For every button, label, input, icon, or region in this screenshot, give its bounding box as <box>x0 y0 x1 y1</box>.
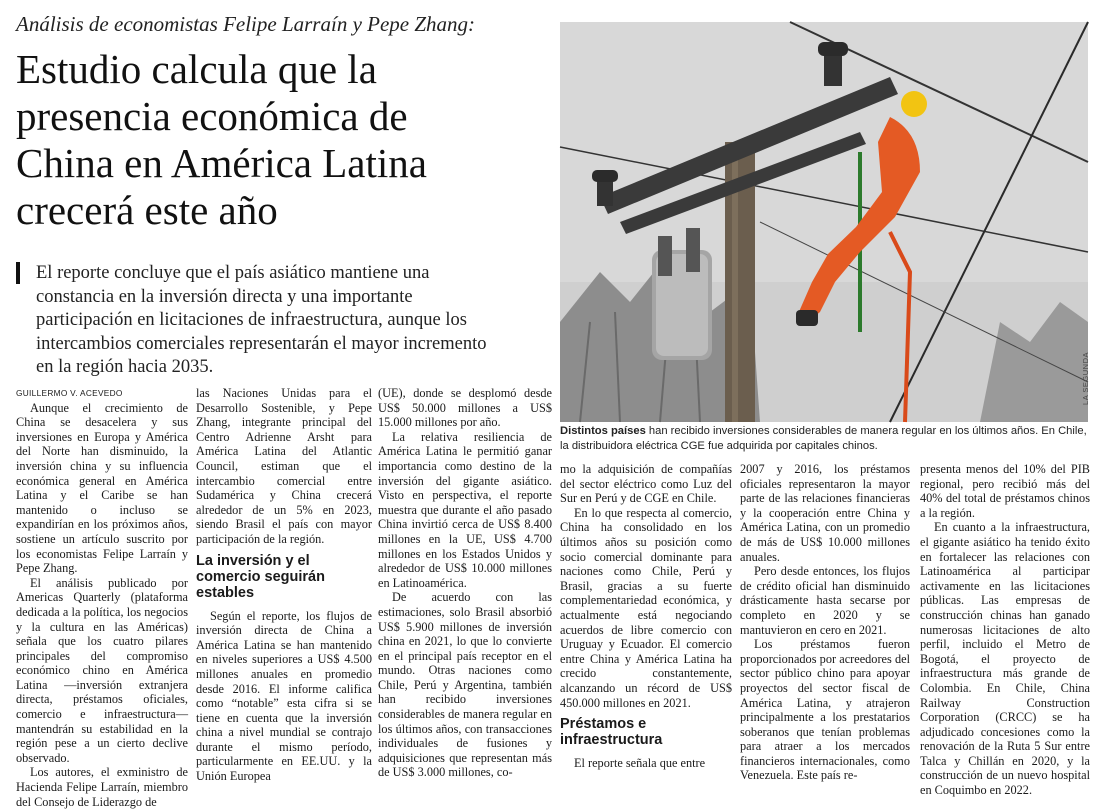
paragraph: En cuanto a la infraestructura, el gigante asiático ha tenido éxito en fortalecer las relaciones con Latinoamérica al participar activamente en las licitaciones públicas. Las empresas de construcción chinas han ganado numerosas licitaciones de alto perfil, incluido el Metro de Bogotá, el proyecto de infraestructura más grande de Colombia. En Chile, China Railway Construction Corporation (CRCC) se ha adjudicado concesiones como la renovación de la Ruta 5 Sur entre Talca y Chillán en 2020, y la construcción de un nuevo hospital en Coquimbo en 2022. <box>920 520 1090 798</box>
headline-line: China en América Latina <box>16 140 427 186</box>
deck-accent-bar <box>16 262 20 284</box>
headline-line: presencia económica de <box>16 93 408 139</box>
paragraph: Los autores, el exministro de Hacienda Felipe Larraín, miembro del Consejo de Liderazgo de <box>16 765 188 809</box>
deck-line: El reporte concluye que el país asiático mantiene una <box>36 263 430 283</box>
paragraph: (UE), donde se desplomó desde US$ 50.000 millones a US$ 15.000 millones por año. <box>378 386 552 430</box>
body-column-4 <box>560 462 732 771</box>
subheading: Préstamos e infraestructura <box>560 716 663 749</box>
photo-caption <box>560 424 1090 453</box>
paragraph: El análisis publicado por Americas Quarterly (plataforma dedicada a la política, los negocios y la cultura en las Américas) señala que los cuatro pilares principales del compromiso económico chino en América Latina —inversión extranjera directa, préstamos oficiales, comercio e infraestructura— mantendrán su estabilidad en la región pese a un cierto declive observado. <box>16 575 188 765</box>
body-column-3 <box>378 386 552 780</box>
paragraph: La relativa resiliencia de América Latina le permitió ganar importancia como destino de la inversión del gigante asiático. Visto en perspectiva, el reporte muestra que durante el año pasado China invirtió cerca de US$ 8.400 millones en la UE, US$ 4.700 millones en los Estados Unidos y alrededor de US$ 10.000 millones en Latinoamérica. <box>378 429 552 590</box>
paragraph: Los préstamos fueron proporcionados por acreedores del sector público chino para apoyar proyectos del sector fiscal de América Latina, y atrajeron principalmente a los prestatarios soberanos que tenían problemas para atraer a los mercados financieros internacionales, como Venezuela. Este país re- <box>740 637 910 783</box>
caption-bold-lead: Distintos países <box>560 425 646 437</box>
article-deck <box>36 262 546 380</box>
body-column-1 <box>16 386 188 809</box>
paragraph: presenta menos del 10% del PIB regional, pero recibió más del 40% del total de préstamos chinos a la región. <box>920 462 1090 520</box>
deck-line: intercambios comerciales representarán el mayor incremento <box>36 333 487 354</box>
deck-line: constancia en la inversión directa y una importante <box>36 286 413 307</box>
article-photo <box>560 22 1088 422</box>
subheading: La inversión y el comercio seguirán estables <box>196 552 325 601</box>
paragraph: Aunque el crecimiento de China se desacelera y sus inversiones en Europa y América del Norte han disminuido, la inversión china y su influencia económica general en América Latina y el Caribe se han mantenido o incluso se expandirían en los próximos años, sostiene un artículo suscrito por los economistas Felipe Larraín y Pepe Zhang. <box>16 400 188 576</box>
article-headline <box>16 46 556 234</box>
headline-line: crecerá este año <box>16 187 278 233</box>
body-column-2 <box>196 386 372 784</box>
lineman-on-pole-illustration <box>560 22 1088 422</box>
paragraph: Pero desde entonces, los flujos de crédito oficial han disminuido drásticamente hasta secarse por completo en 2020 y se mantuvieron en cero en 2021. <box>740 564 910 637</box>
paragraph: Según el reporte, los flujos de inversión directa de China a América Latina se han mantenido en niveles superiores a US$ 4.500 millones anuales en promedio desde 2016. El informe califica como “notable” esta cifra si se tiene en cuenta que la inversión china a nivel mundial se contrajo durante el mismo período, particularmente en EE.UU. y la Unión Europea <box>196 608 372 784</box>
paragraph: mo la adquisición de compañías del sector eléctrico como Luz del Sur en Perú y de CGE en Chile. <box>560 462 732 506</box>
caption-text: han recibido inversiones considerables de manera regular en los últimos años. En Chile, la distribuidora eléctrica CGE fue adquirida por capitales chinos. <box>560 425 1087 452</box>
article-kicker: Análisis de economistas Felipe Larraín y Pepe Zhang: <box>16 12 476 36</box>
deck-line: en la región hacia 2035. <box>36 357 214 377</box>
paragraph: 2007 y 2016, los préstamos oficiales representaron la mayor parte de las relaciones financieras y la cooperación entre China y América Latina, con un promedio de más de US$ 10.000 millones anuales. <box>740 462 910 564</box>
paragraph: De acuerdo con las estimaciones, solo Brasil absorbió US$ 5.900 millones de inversión china en 2021, lo que lo convierte en el principal país receptor en el mundo. Otras naciones como Chile, Perú y Argentina, también han recibido inversiones considerables de manera regular en los últimos años, con transacciones individuales de fusiones y adquisiciones que representan más de US$ 3.000 millones, co- <box>378 590 552 780</box>
body-column-6 <box>920 462 1090 798</box>
paragraph: En lo que respecta al comercio, China ha consolidado en los últimos años su posición como socio comercial dominante para naciones como Chile, Perú y Brasil, gracias a su fuerte complementariedad económica, y actualmente está negociando acuerdos de libre comercio con Uruguay y Ecuador. El comercio entre China y América Latina ha crecido constantemente, alcanzando un récord de US$ 450.000 millones en 2021. <box>560 505 732 710</box>
body-column-5 <box>740 462 910 783</box>
paragraph: El reporte señala que entre <box>574 756 706 771</box>
byline: GUILLERMO V. ACEVEDO <box>16 388 123 398</box>
paragraph: las Naciones Unidas para el Desarrollo Sostenible, y Pepe Zhang, integrante principal del Centro Adrienne Arsht para América Latina del Atlantic Council, estiman que el intercambio comercial entre Sudamérica y China crecerá alrededor de un 5% en 2023, siendo Brasil el país con mayor participación de la región. <box>196 386 372 546</box>
deck-line: participación en licitaciones de infraestructura, aunque los <box>36 310 467 330</box>
headline-line: Estudio calcula que la <box>16 46 377 92</box>
photo-credit: LA SEGUNDA <box>1081 352 1090 405</box>
